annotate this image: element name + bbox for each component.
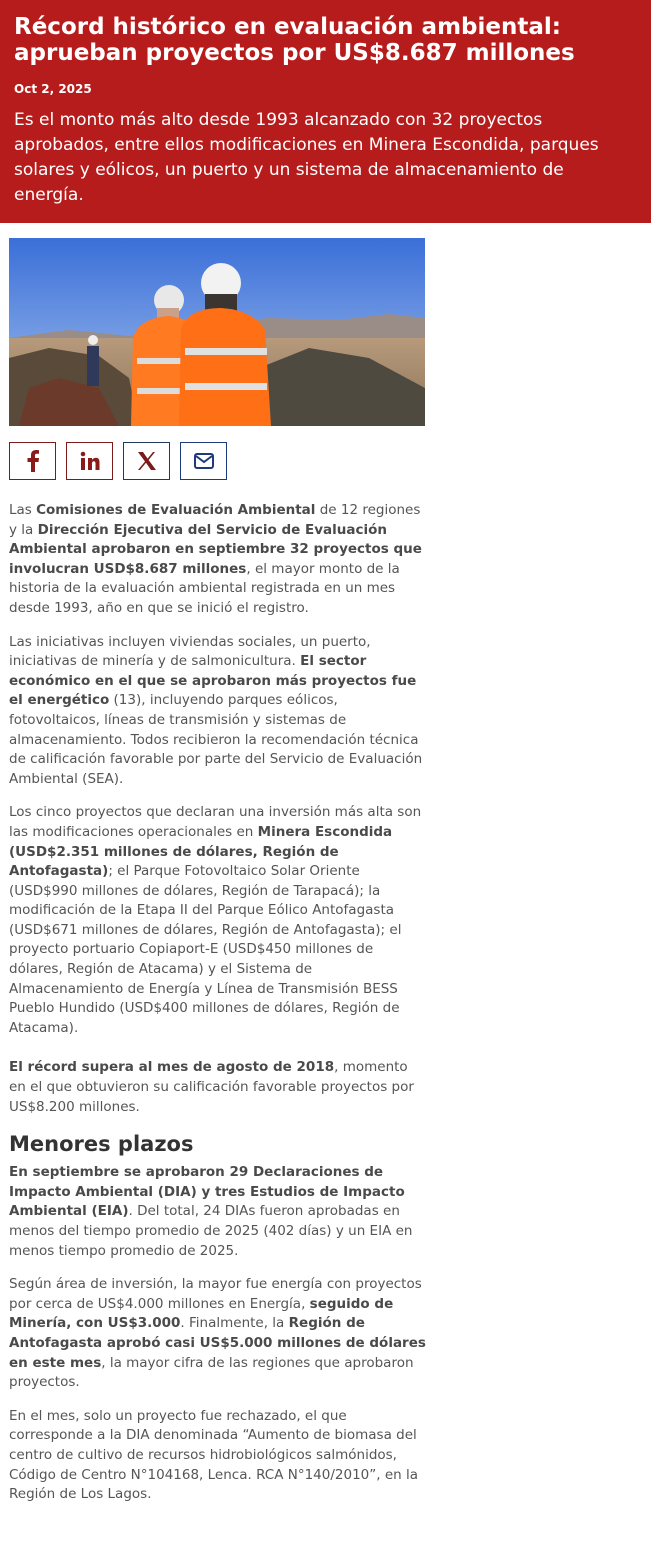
bold-text: Región de Antofagasta aprobó casi US$5.000 millones de dólares en este mes [9,1315,426,1371]
text: de 12 regiones y la [9,502,421,538]
share-facebook-button[interactable] [9,442,56,480]
text: ; el Parque Fotovoltaico Solar Oriente (USD$990 millones de dólares, Región de Tarapacá); la modificación de la Etapa II del Parque Eólico Antofagasta (USD$671 millones de dólares, Región de Antofagasta); el proyecto portuario Copiaport-E (USD$450 millones de dólares, Región de Atacama) y el Sistema de Almacenamiento de Energía y Línea de Transmisión BESS Pueblo Hundido (USD$400 millones de dólares, Región de Atacama). [9,863,402,1036]
linkedin-icon [80,451,100,471]
bold-text: Comisiones de Evaluación Ambiental [36,502,316,518]
bold-text: El récord supera al mes de agosto de 2018 [9,1059,335,1076]
bold-text: seguido de Minería, con US$3.000 [9,1295,394,1332]
text: Los cinco proyectos que declaran una inversión más alta son las modificaciones operacionales en [9,804,422,840]
paragraph-5 [9,1163,427,1261]
text: , momento en el que obtuvieron su calificación favorable proyectos por US$8.200 millones. [9,1059,414,1115]
paragraph-2 [9,633,427,790]
text: , la mayor cifra de las regiones que aprobaron proyectos. [9,1354,414,1391]
text: Las iniciativas incluyen viviendas sociales, un puerto, iniciativas de minería y de salmonicultura. [9,633,371,670]
publish-date: Oct 2, 2025 [14,82,92,96]
bold-text: El sector económico en el que se aprobaron más proyectos fue el energético [9,653,417,709]
bold-text: En septiembre se aprobaron 29 Declaraciones de Impacto Ambiental (DIA) y tres Estudios de Impacto Ambiental (EIA) [9,1164,405,1220]
hero-photo-workers-on-ridge [9,238,425,426]
paragraph-6 [9,1275,427,1393]
share-bar [9,442,227,480]
article-header [0,0,651,223]
hero-image [9,238,425,426]
text: En el mes, solo un proyecto fue rechazado, el que corresponde a la DIA denominada “Aumento de biomasa del centro de cultivo de recursos hidrobiológicos salmónidos, Código de Centro N°104168, Lenca. RCA N°140/2010”, en la Región de Los Lagos. [9,1407,419,1503]
headline: Récord histórico en evaluación ambiental: aprueban proyectos por US$8.687 millones [14,14,575,66]
share-x-button[interactable] [123,442,170,480]
article-summary: Es el monto más alto desde 1993 alcanzado con 32 proyectos aprobados, entre ellos modificaciones en Minera Escondida, parques solares y eólicos, un puerto y un sistema de almacenamiento de energía. [14,110,599,205]
bold-text: Minera Escondida (USD$2.351 millones de dólares, Región de Antofagasta) [9,823,393,880]
email-icon [194,453,214,469]
text: (13), incluyendo parques eólicos, fotovoltaicos, líneas de transmisión y sistemas de almacenamiento. Todos recibieron la recomendación técnica de calificación favorable por parte del Servicio de Evaluación Ambiental (SEA). [9,692,423,787]
text: Las [9,502,37,518]
article-body [9,501,427,1519]
paragraph-3 [9,803,427,1038]
paragraph-1 [9,501,427,619]
paragraph-7 [9,1407,427,1505]
x-icon [137,451,157,471]
text: Según área de inversión, la mayor fue energía con proyectos por cerca de US$4.000 millones en Energía, [9,1276,422,1312]
bold-text: Dirección Ejecutiva del Servicio de Evaluación Ambiental aprobaron en septiembre 32 proyectos que involucran USD$8.687 millones [9,521,422,577]
section-heading: Menores plazos [9,1132,194,1157]
share-linkedin-button[interactable] [66,442,113,480]
facebook-icon [26,450,40,472]
paragraph-4 [9,1058,427,1117]
text: . Del total, 24 DIAs fueron aprobadas en menos del tiempo promedio de 2025 (402 días) y un EIA en menos tiempo promedio de 2025. [9,1203,413,1259]
text: , el mayor monto de la historia de la evaluación ambiental registrada en un mes desde 1993, año en que se inició el registro. [9,560,400,616]
text: . Finalmente, la [180,1315,289,1332]
share-email-button[interactable] [180,442,227,480]
